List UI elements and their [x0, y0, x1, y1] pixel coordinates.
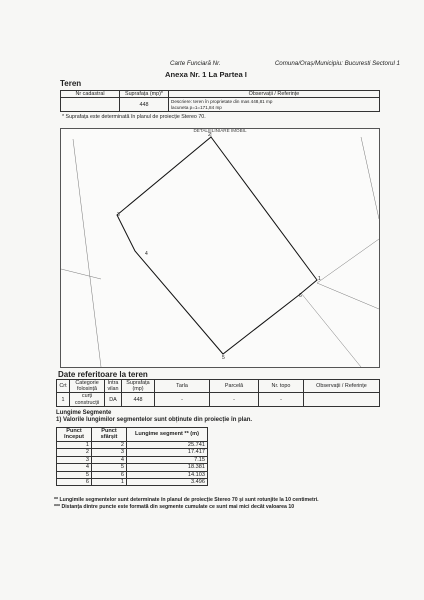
- cell-intravilan: DA: [105, 393, 122, 406]
- cell-observatii: [169, 98, 380, 112]
- neighbor-line: [361, 137, 379, 219]
- table-row: [57, 456, 208, 463]
- header-punct-inceput: Punct început: [57, 428, 92, 442]
- table-header-row: [57, 428, 208, 442]
- header-suprafata: Suprafața (mp)*: [120, 91, 169, 98]
- footnote-rounding: ** Lungimile segmentelor sunt determinate în planul de proiecție Stereo 70 și sunt rotunjite la 10 centimetri.: [54, 497, 319, 503]
- header-observatii: Observații / Referințe: [304, 380, 380, 393]
- header-parcela: Parcelă: [210, 380, 259, 393]
- footnote-distance: *** Distanța dintre puncte este formată din segmente cumulate ce sunt mai mici decât valoarea 10: [54, 504, 295, 510]
- cell-start: 2: [57, 449, 92, 456]
- cell-start: 6: [57, 478, 92, 485]
- point-label-6: 6: [299, 293, 302, 299]
- table-row: [57, 393, 380, 406]
- parcel-plan: [60, 128, 380, 368]
- parcel-boundary: [117, 137, 317, 354]
- header-categorie: Categorie folosință: [70, 380, 105, 393]
- table-row: [57, 449, 208, 456]
- neighbor-line: [73, 139, 101, 367]
- header-tarla: Tarla: [155, 380, 210, 393]
- cell-end: 1: [92, 478, 127, 485]
- teren-heading: Teren: [60, 79, 82, 88]
- neighbor-line: [61, 269, 101, 279]
- point-label-3: 3: [117, 212, 120, 218]
- table-row: [57, 478, 208, 485]
- header-suprafata: Suprafața (mp): [122, 380, 155, 393]
- header-lungime: Lungime segment ** (m): [127, 428, 208, 442]
- date-ref-table: [56, 379, 380, 407]
- header-observatii: Observații / Referințe: [169, 91, 380, 98]
- header-nr-topo: Nr. topo: [259, 380, 304, 393]
- date-ref-heading: Date referitoare la teren: [58, 370, 148, 379]
- cell-crt: 1: [57, 393, 70, 406]
- segments-table: [56, 427, 208, 486]
- cell-observatii: [304, 393, 380, 406]
- cell-length: 18.381: [127, 464, 208, 471]
- table-row: [61, 98, 380, 112]
- table-row: [57, 441, 208, 448]
- header-nr-cadastral: Nr cadastral: [61, 91, 120, 98]
- cell-end: 2: [92, 441, 127, 448]
- annex-title: Anexa Nr. 1 La Partea I: [165, 70, 247, 79]
- cell-length: 14.103: [127, 471, 208, 478]
- cell-suprafata: 448: [120, 98, 169, 112]
- neighbor-line: [317, 283, 379, 309]
- header-intravilan: Intra vilan: [105, 380, 122, 393]
- header-crt: Crt: [57, 380, 70, 393]
- cell-tarla: -: [155, 393, 210, 406]
- cell-length: 17.417: [127, 449, 208, 456]
- segments-subtitle: 1) Valorile lungimilor segmentelor sunt obținute din proiecție în plan.: [56, 417, 253, 423]
- cell-length: 3.496: [127, 478, 208, 485]
- table-row: [57, 471, 208, 478]
- cell-length: 7.15: [127, 456, 208, 463]
- cell-start: 5: [57, 471, 92, 478]
- cell-parcela: -: [210, 393, 259, 406]
- table-header-row: [61, 91, 380, 98]
- cell-end: 3: [92, 449, 127, 456]
- cell-nr-cadastral: [61, 98, 120, 112]
- neighbor-line: [317, 239, 379, 283]
- cell-end: 5: [92, 464, 127, 471]
- table-row: [57, 464, 208, 471]
- carte-funciara-label: Carte Funciară Nr.: [170, 60, 221, 67]
- table-header-row: [57, 380, 380, 393]
- document-header: [170, 60, 400, 67]
- point-label-5: 5: [222, 355, 225, 361]
- cell-start: 4: [57, 464, 92, 471]
- point-label-2: 2: [208, 132, 211, 138]
- plan-drawing: [61, 129, 379, 367]
- comuna-label: Comuna/Oraș/Municipiu: Bucuresti Sectorul 1: [274, 60, 400, 67]
- segments-heading: Lungime Segmente: [56, 410, 112, 416]
- cell-suprafata: 448: [122, 393, 155, 406]
- cell-end: 6: [92, 471, 127, 478]
- observatii-line-1: Descriere: teren în proprietate din mas 448,81 mp: [171, 99, 273, 105]
- cell-length: 25.741: [127, 441, 208, 448]
- cell-categorie: curți construcții: [70, 393, 105, 406]
- cell-nr-topo: -: [259, 393, 304, 406]
- suprafata-note: * Suprafața este determinată în planul de proiecție Stereo 70.: [62, 114, 206, 120]
- neighbor-line: [301, 293, 361, 367]
- header-punct-sfarsit: Punct sfârșit: [92, 428, 127, 442]
- cell-end: 4: [92, 456, 127, 463]
- teren-table: [60, 90, 380, 112]
- cell-start: 1: [57, 441, 92, 448]
- cell-start: 3: [57, 456, 92, 463]
- point-label-1: 1: [318, 276, 321, 282]
- observatii-line-2: lacuneta p=1=171,84 mp: [171, 104, 222, 110]
- point-label-4: 4: [145, 251, 148, 257]
- plan-title: DETALII LINIARE IMOBIL: [193, 128, 247, 133]
